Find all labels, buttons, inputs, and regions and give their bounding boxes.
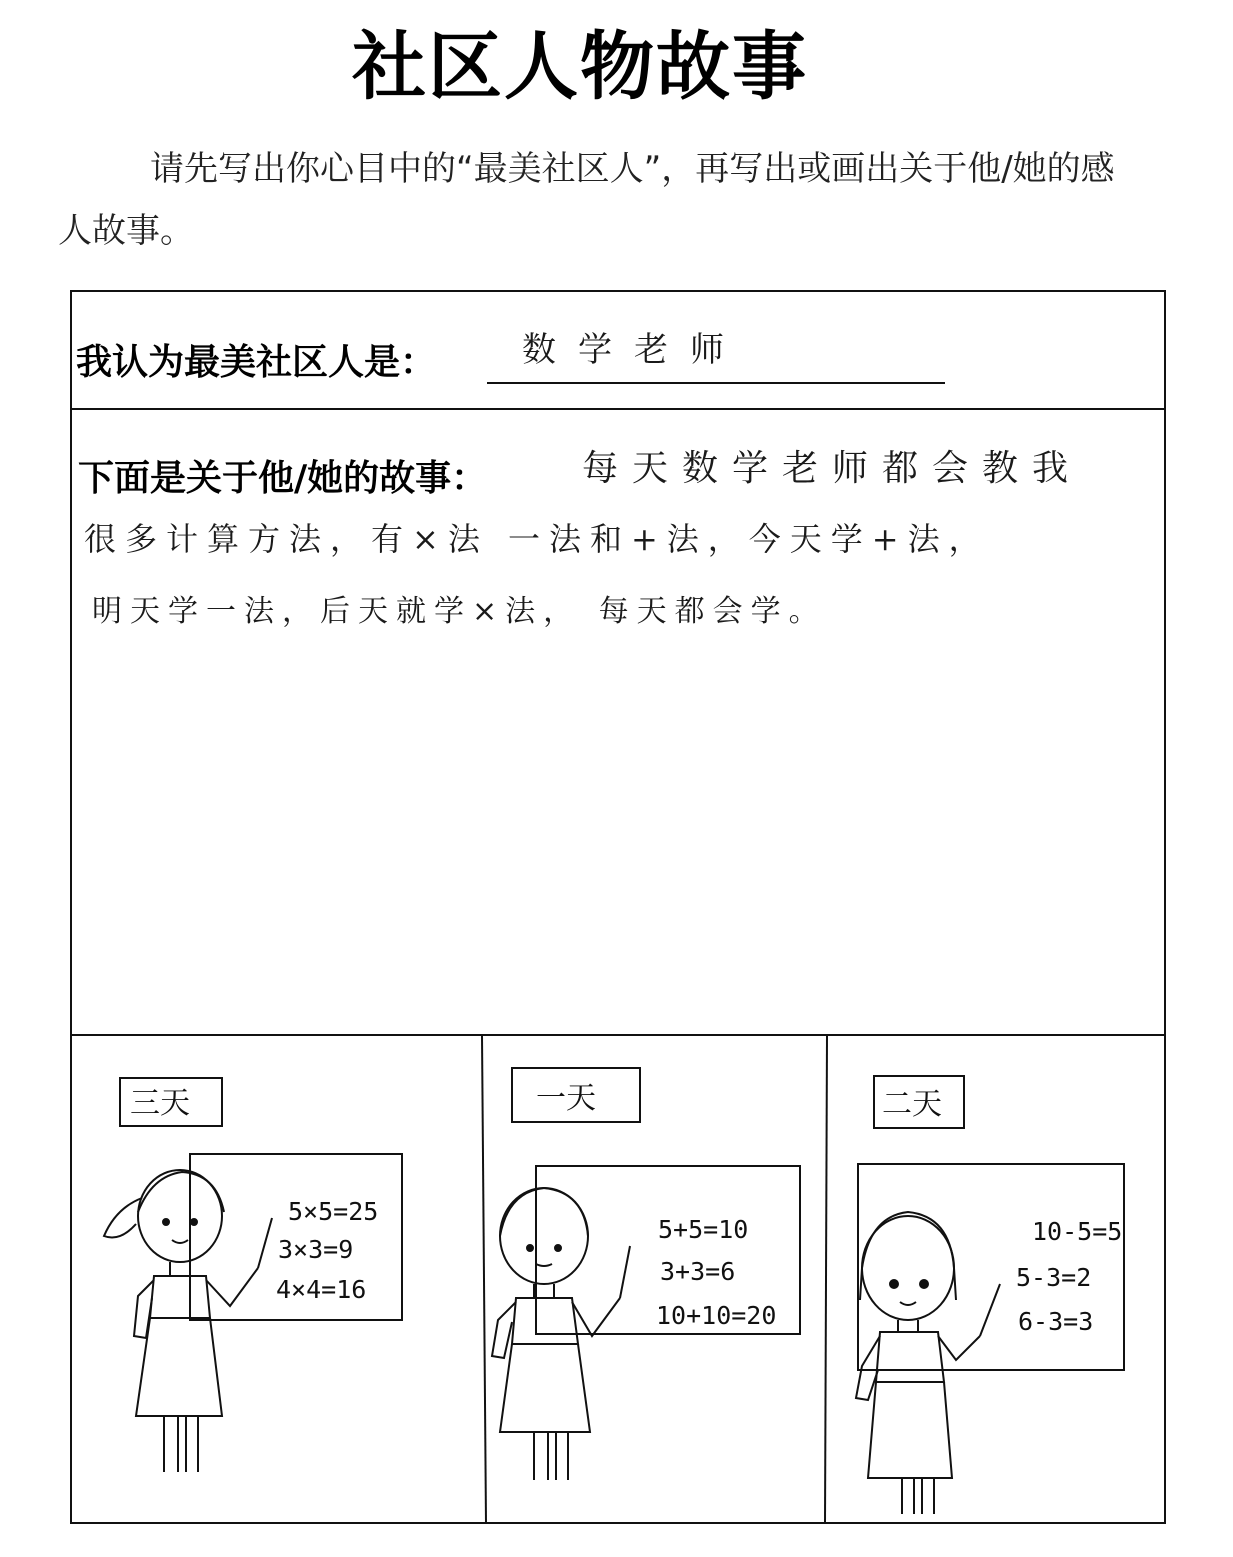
story-line-3: 明天学一法，后天就学×法， 每天都会学。 xyxy=(92,594,827,629)
worksheet-box xyxy=(70,290,1166,1524)
comic-panel-3 xyxy=(856,1076,1124,1514)
equation: 5-3=2 xyxy=(1016,1263,1092,1292)
person-row xyxy=(72,292,1164,410)
instructions: 请先写出你心目中的“最美社区人”，再写出或画出关于他/她的感人故事。 xyxy=(58,149,1115,251)
teacher-figure xyxy=(856,1212,1000,1514)
story-line-2: 很多计算方法，有×法 一法和+法，今天学+法， xyxy=(84,520,990,558)
equation: 6-3=3 xyxy=(1018,1307,1094,1336)
person-label: 我认为最美社区人是： xyxy=(76,342,437,383)
equation: 5+5=10 xyxy=(658,1215,749,1244)
answer-underline xyxy=(487,382,945,384)
day-label: 一天 xyxy=(536,1081,596,1116)
page-title: 社区人物故事 xyxy=(352,24,808,110)
person-answer: 数学老师 xyxy=(522,330,746,370)
equation: 10-5=5 xyxy=(1032,1217,1123,1246)
day-label: 二天 xyxy=(882,1087,942,1122)
comic-drawing xyxy=(72,1036,1164,1524)
day-label: 三天 xyxy=(130,1086,190,1121)
equation: 3×3=9 xyxy=(278,1235,354,1264)
comic-panel-1 xyxy=(104,1078,402,1472)
equation: 5×5=25 xyxy=(288,1197,379,1226)
comic-panel-2 xyxy=(492,1068,800,1480)
story-line-1: 每天数学老师都会教我 xyxy=(582,448,1083,489)
story-row xyxy=(72,410,1164,1032)
story-label: 下面是关于他/她的故事： xyxy=(78,458,488,499)
equation: 10+10=20 xyxy=(656,1301,777,1330)
equation: 3+3=6 xyxy=(660,1257,736,1286)
comic-strip xyxy=(72,1034,1164,1522)
equation: 4×4=16 xyxy=(276,1275,367,1304)
